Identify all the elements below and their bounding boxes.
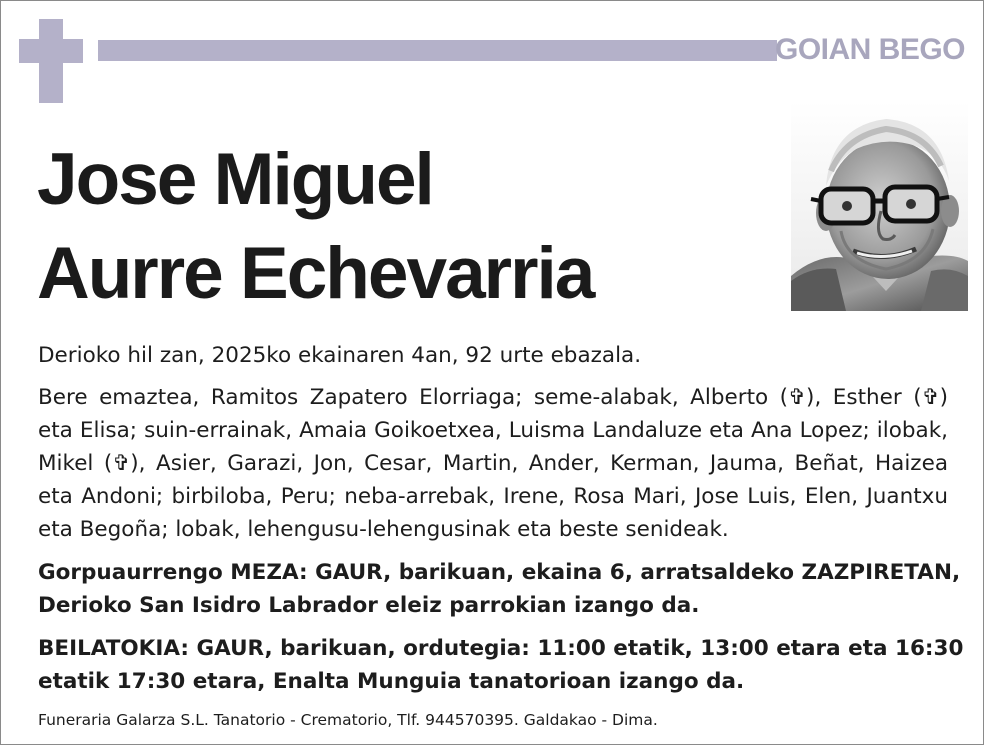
deceased-name-line2: Aurre Echevarria xyxy=(37,233,594,314)
header-label: GOIAN BEGO xyxy=(774,33,965,66)
deceased-name xyxy=(37,133,593,321)
family-line: eta Andoni; birbiloba, Peru; neba-arrebak, Irene, Rosa Mari, Jose Luis, Elen, Juantxu xyxy=(38,484,948,509)
wake-line: etatik 17:30 etara, Enalta Munguia tanatorioan izango da. xyxy=(38,669,745,694)
funeral-mass-paragraph xyxy=(38,556,961,622)
family-line: eta Elisa; suin-errainak, Amaia Goikoetxea, Luisma Landaluze eta Ana Lopez; ilobak, xyxy=(38,418,948,443)
mass-line: Gorpuaurrengo MEZA: GAUR, barikuan, ekaina 6, arratsaldeko ZAZPIRETAN, xyxy=(38,560,961,585)
wake-paragraph xyxy=(38,632,964,698)
family-paragraph xyxy=(38,381,948,546)
death-announcement: Derioko hil zan, 2025ko ekainaren 4an, 92 urte ebazala. xyxy=(38,343,642,368)
family-line: eta Begoña; lobak, lehengusu-lehengusinak eta beste senideak. xyxy=(38,517,729,542)
deceased-name-line1: Jose Miguel xyxy=(37,139,433,220)
portrait-photo xyxy=(791,101,968,311)
header-rule xyxy=(98,40,777,61)
family-line: Mikel (✞), Asier, Garazi, Jon, Cesar, Martin, Ander, Kerman, Jauma, Beñat, Haizea xyxy=(38,451,948,476)
mass-line: Derioko San Isidro Labrador eleiz parrokian izango da. xyxy=(38,593,700,618)
funeral-home-footer: Funeraria Galarza S.L. Tanatorio - Crematorio, Tlf. 944570395. Galdakao - Dima. xyxy=(38,711,658,729)
wake-line: BEILATOKIA: GAUR, barikuan, ordutegia: 11:00 etatik, 13:00 etara eta 16:30 xyxy=(38,636,964,661)
cross-icon-horizontal xyxy=(19,39,83,63)
family-line: Bere emaztea, Ramitos Zapatero Elorriaga; seme-alabak, Alberto (✞), Esther (✞) xyxy=(38,385,948,410)
